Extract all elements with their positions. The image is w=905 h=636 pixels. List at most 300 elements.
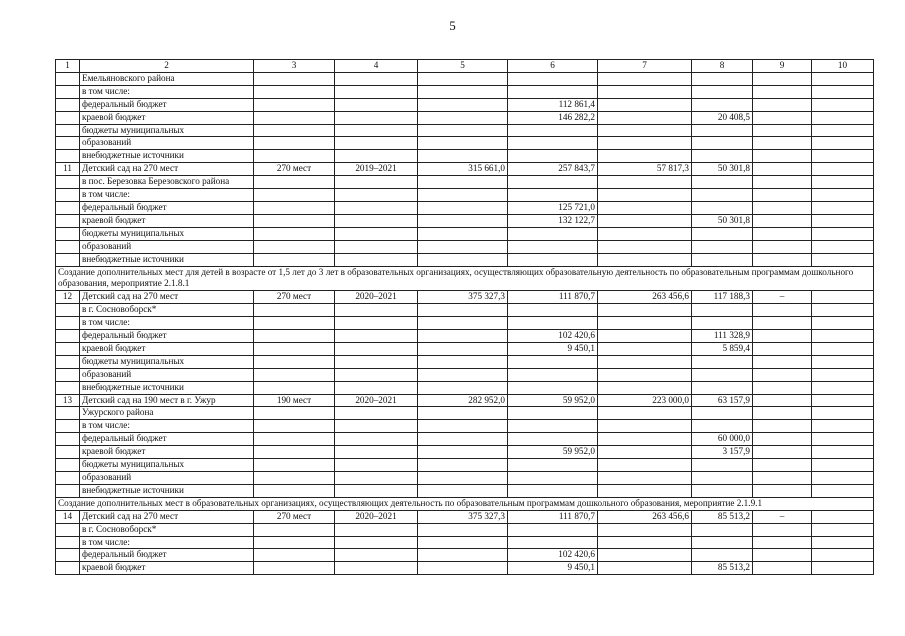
table-row	[56, 433, 874, 446]
row-name-cell: в г. Сосновоборск*	[80, 304, 254, 317]
table-cell: 5 859,4	[692, 342, 753, 355]
table-cell	[254, 137, 335, 150]
table-cell	[335, 355, 418, 368]
table-cell	[598, 355, 692, 368]
table-cell	[508, 304, 598, 317]
table-cell	[254, 407, 335, 420]
table-cell	[692, 304, 753, 317]
table-row	[56, 355, 874, 368]
table-cell: 132 122,7	[508, 214, 598, 227]
table-cell	[254, 150, 335, 163]
table-cell	[418, 317, 508, 330]
table-cell	[254, 433, 335, 446]
row-name-cell: Емельяновского района	[80, 72, 254, 85]
table-cell	[812, 98, 874, 111]
table-cell	[598, 304, 692, 317]
row-name-cell: краевой бюджет	[80, 562, 254, 575]
table-cell	[508, 433, 598, 446]
table-cell	[753, 150, 812, 163]
table-cell	[335, 150, 418, 163]
table-cell	[418, 214, 508, 227]
table-cell	[254, 227, 335, 240]
table-cell	[418, 536, 508, 549]
table-cell	[508, 368, 598, 381]
table-cell	[254, 317, 335, 330]
table-row	[56, 549, 874, 562]
table-cell	[812, 381, 874, 394]
table-cell	[56, 420, 80, 433]
table-cell	[598, 189, 692, 202]
table-cell	[692, 420, 753, 433]
table-row	[56, 253, 874, 266]
table-cell	[598, 549, 692, 562]
row-name-cell: краевой бюджет	[80, 214, 254, 227]
table-cell	[812, 484, 874, 497]
table-cell	[508, 137, 598, 150]
table-cell	[56, 85, 80, 98]
table-cell	[335, 240, 418, 253]
table-row	[56, 111, 874, 124]
table-row	[56, 240, 874, 253]
row-name-cell: бюджеты муниципальных	[80, 459, 254, 472]
table-cell	[335, 227, 418, 240]
table-cell	[753, 381, 812, 394]
table-cell: 2020–2021	[335, 394, 418, 407]
table-cell	[56, 407, 80, 420]
table-cell	[812, 304, 874, 317]
table-cell	[56, 201, 80, 214]
table-cell	[56, 433, 80, 446]
row-name-cell: краевой бюджет	[80, 446, 254, 459]
table-cell	[753, 163, 812, 176]
row-name-cell: Детский сад на 270 мест	[80, 291, 254, 304]
table-cell	[598, 176, 692, 189]
table-cell	[753, 330, 812, 343]
table-cell	[335, 459, 418, 472]
table-cell	[254, 253, 335, 266]
table-cell	[418, 189, 508, 202]
table-cell	[598, 214, 692, 227]
table-cell	[753, 355, 812, 368]
table-cell	[56, 484, 80, 497]
table-cell	[56, 98, 80, 111]
table-row	[56, 459, 874, 472]
row-name-cell: краевой бюджет	[80, 111, 254, 124]
row-name-cell: в том числе:	[80, 189, 254, 202]
budget-table	[55, 59, 874, 575]
table-cell	[254, 304, 335, 317]
table-cell: 59 952,0	[508, 446, 598, 459]
row-name-cell: Детский сад на 270 мест	[80, 163, 254, 176]
table-cell	[418, 368, 508, 381]
table-cell	[254, 446, 335, 459]
table-cell	[753, 342, 812, 355]
table-cell: 2020–2021	[335, 291, 418, 304]
section-row	[56, 266, 874, 291]
table-cell	[56, 189, 80, 202]
table-cell	[56, 549, 80, 562]
column-header: 3	[254, 60, 335, 73]
table-cell	[335, 253, 418, 266]
table-cell: 112 861,4	[508, 98, 598, 111]
table-header-row	[56, 60, 874, 73]
table-cell	[598, 446, 692, 459]
table-cell	[254, 98, 335, 111]
table-cell	[335, 433, 418, 446]
table-cell: 257 843,7	[508, 163, 598, 176]
table-cell	[508, 253, 598, 266]
table-cell	[508, 150, 598, 163]
table-cell	[812, 446, 874, 459]
table-row	[56, 98, 874, 111]
table-cell	[254, 201, 335, 214]
table-cell	[254, 355, 335, 368]
table-row	[56, 201, 874, 214]
table-cell	[254, 368, 335, 381]
table-cell	[692, 227, 753, 240]
table-cell	[335, 111, 418, 124]
table-cell	[508, 240, 598, 253]
row-name-cell: в том числе:	[80, 317, 254, 330]
row-name-cell: образований	[80, 137, 254, 150]
table-cell	[254, 484, 335, 497]
table-cell	[56, 240, 80, 253]
table-cell	[508, 407, 598, 420]
table-cell: 102 420,6	[508, 330, 598, 343]
table-cell	[753, 72, 812, 85]
table-cell	[753, 459, 812, 472]
table-cell	[508, 381, 598, 394]
table-cell	[753, 240, 812, 253]
table-cell	[508, 317, 598, 330]
column-header: 8	[692, 60, 753, 73]
table-cell	[254, 176, 335, 189]
table-cell	[418, 459, 508, 472]
table-cell	[812, 253, 874, 266]
column-header: 7	[598, 60, 692, 73]
table-cell	[598, 137, 692, 150]
table-cell: 11	[56, 163, 80, 176]
table-cell: 50 301,8	[692, 214, 753, 227]
table-cell	[598, 484, 692, 497]
table-cell	[753, 446, 812, 459]
table-cell	[254, 111, 335, 124]
table-cell	[418, 446, 508, 459]
table-cell	[418, 176, 508, 189]
table-cell	[812, 536, 874, 549]
table-cell	[418, 253, 508, 266]
table-cell	[753, 484, 812, 497]
table-cell	[812, 510, 874, 523]
table-cell	[418, 227, 508, 240]
table-cell	[753, 368, 812, 381]
table-cell	[598, 472, 692, 485]
table-cell	[254, 342, 335, 355]
table-cell	[508, 459, 598, 472]
table-cell	[753, 189, 812, 202]
table-cell	[812, 355, 874, 368]
table-cell: –	[753, 510, 812, 523]
table-cell: 60 000,0	[692, 433, 753, 446]
table-cell	[418, 342, 508, 355]
table-row	[56, 342, 874, 355]
table-cell	[753, 407, 812, 420]
table-cell: 14	[56, 510, 80, 523]
table-row	[56, 227, 874, 240]
table-cell	[598, 330, 692, 343]
table-cell	[418, 98, 508, 111]
table-row	[56, 510, 874, 523]
table-cell	[598, 433, 692, 446]
table-cell	[254, 549, 335, 562]
column-header: 1	[56, 60, 80, 73]
table-cell	[598, 368, 692, 381]
table-cell	[692, 407, 753, 420]
table-cell	[418, 523, 508, 536]
table-cell	[598, 253, 692, 266]
page-number: 5	[449, 18, 456, 33]
row-name-cell: Детский сад на 270 мест	[80, 510, 254, 523]
table-row	[56, 368, 874, 381]
table-row	[56, 472, 874, 485]
table-cell	[508, 227, 598, 240]
table-cell	[692, 472, 753, 485]
table-cell: 102 420,6	[508, 549, 598, 562]
table-cell	[254, 459, 335, 472]
table-cell	[335, 317, 418, 330]
table-cell	[812, 189, 874, 202]
table-cell	[812, 72, 874, 85]
table-cell	[254, 420, 335, 433]
table-cell	[812, 124, 874, 137]
table-cell	[598, 227, 692, 240]
table-row	[56, 72, 874, 85]
table-cell	[812, 85, 874, 98]
table-cell	[812, 549, 874, 562]
table-cell	[56, 137, 80, 150]
table-cell	[335, 85, 418, 98]
table-cell	[56, 124, 80, 137]
row-name-cell: федеральный бюджет	[80, 549, 254, 562]
table-cell	[418, 240, 508, 253]
table-cell	[598, 72, 692, 85]
table-cell	[812, 240, 874, 253]
table-cell	[598, 85, 692, 98]
table-cell	[753, 227, 812, 240]
table-cell	[692, 459, 753, 472]
table-cell	[254, 562, 335, 575]
table-cell	[508, 472, 598, 485]
table-cell	[812, 291, 874, 304]
table-row	[56, 484, 874, 497]
table-row	[56, 394, 874, 407]
table-cell	[812, 523, 874, 536]
row-name-cell: образований	[80, 368, 254, 381]
column-header: 4	[335, 60, 418, 73]
table-cell	[598, 342, 692, 355]
table-row	[56, 317, 874, 330]
table-cell	[508, 420, 598, 433]
table-cell	[508, 523, 598, 536]
table-cell: 111 870,7	[508, 291, 598, 304]
table-cell	[254, 240, 335, 253]
table-row	[56, 137, 874, 150]
table-cell: 2020–2021	[335, 510, 418, 523]
table-cell	[753, 562, 812, 575]
table-cell	[812, 459, 874, 472]
table-cell	[508, 176, 598, 189]
table-cell: 9 450,1	[508, 342, 598, 355]
column-header: 2	[80, 60, 254, 73]
table-cell	[335, 536, 418, 549]
row-name-cell: в том числе:	[80, 85, 254, 98]
table-cell: 375 327,3	[418, 510, 508, 523]
table-cell	[418, 355, 508, 368]
table-row	[56, 124, 874, 137]
table-cell	[56, 253, 80, 266]
table-cell	[335, 304, 418, 317]
table-cell	[335, 342, 418, 355]
table-cell	[692, 317, 753, 330]
table-cell: 13	[56, 394, 80, 407]
row-name-cell: федеральный бюджет	[80, 433, 254, 446]
table-cell	[56, 472, 80, 485]
row-name-cell: краевой бюджет	[80, 342, 254, 355]
table-cell	[753, 433, 812, 446]
table-cell	[508, 355, 598, 368]
table-cell: 125 721,0	[508, 201, 598, 214]
table-cell	[335, 368, 418, 381]
table-cell: 63 157,9	[692, 394, 753, 407]
table-cell	[812, 368, 874, 381]
table-cell	[753, 137, 812, 150]
table-cell	[335, 124, 418, 137]
table-cell	[418, 381, 508, 394]
table-cell	[335, 98, 418, 111]
table-cell	[418, 562, 508, 575]
row-name-cell: Детский сад на 190 мест в г. Ужур	[80, 394, 254, 407]
table-cell	[56, 459, 80, 472]
table-cell	[692, 201, 753, 214]
column-header: 6	[508, 60, 598, 73]
table-row	[56, 330, 874, 343]
table-cell	[418, 330, 508, 343]
table-cell	[418, 150, 508, 163]
table-cell	[598, 240, 692, 253]
table-cell	[692, 484, 753, 497]
table-row	[56, 291, 874, 304]
table-cell	[335, 549, 418, 562]
table-row	[56, 381, 874, 394]
table-cell	[335, 381, 418, 394]
table-cell	[335, 562, 418, 575]
table-cell	[692, 72, 753, 85]
table-cell: 263 456,6	[598, 291, 692, 304]
table-row	[56, 446, 874, 459]
table-row	[56, 523, 874, 536]
row-name-cell: бюджеты муниципальных	[80, 355, 254, 368]
table-cell: –	[753, 291, 812, 304]
table-cell	[418, 304, 508, 317]
table-row	[56, 163, 874, 176]
table-cell	[753, 201, 812, 214]
table-cell	[335, 72, 418, 85]
table-cell: 20 408,5	[692, 111, 753, 124]
table-cell	[56, 446, 80, 459]
table-cell	[56, 227, 80, 240]
table-cell: 50 301,8	[692, 163, 753, 176]
section-title: Создание дополнительных мест в образовательных организациях, осуществляющих деятельность по образовательным программам дошкольного образования, мероприятие 2.1.9.1	[56, 497, 874, 510]
table-cell	[56, 355, 80, 368]
table-cell	[692, 176, 753, 189]
table-cell	[812, 433, 874, 446]
table-cell: 375 327,3	[418, 291, 508, 304]
table-cell	[508, 189, 598, 202]
table-cell	[692, 355, 753, 368]
table-cell	[812, 214, 874, 227]
table-body	[56, 60, 874, 575]
table-cell	[418, 85, 508, 98]
table-cell	[254, 330, 335, 343]
table-cell	[812, 227, 874, 240]
table-cell	[753, 523, 812, 536]
table-cell	[56, 304, 80, 317]
table-cell	[418, 420, 508, 433]
table-cell	[254, 124, 335, 137]
row-name-cell: федеральный бюджет	[80, 98, 254, 111]
table-cell	[812, 111, 874, 124]
table-cell	[812, 317, 874, 330]
table-cell	[812, 330, 874, 343]
table-cell	[753, 85, 812, 98]
table-cell	[753, 98, 812, 111]
table-cell	[692, 150, 753, 163]
table-cell	[56, 342, 80, 355]
table-cell	[753, 253, 812, 266]
table-cell	[335, 137, 418, 150]
table-row	[56, 536, 874, 549]
table-cell	[753, 317, 812, 330]
table-cell	[753, 214, 812, 227]
table-cell: 3 157,9	[692, 446, 753, 459]
table-cell	[812, 562, 874, 575]
table-cell	[692, 253, 753, 266]
table-cell	[753, 111, 812, 124]
table-cell	[812, 407, 874, 420]
table-cell	[335, 523, 418, 536]
table-cell	[335, 484, 418, 497]
table-cell	[418, 201, 508, 214]
table-cell: 85 513,2	[692, 562, 753, 575]
table-cell	[598, 381, 692, 394]
row-name-cell: в том числе:	[80, 536, 254, 549]
table-cell	[508, 484, 598, 497]
table-cell	[56, 176, 80, 189]
table-row	[56, 304, 874, 317]
table-cell	[56, 317, 80, 330]
table-cell	[508, 536, 598, 549]
table-cell	[692, 381, 753, 394]
table-cell	[418, 549, 508, 562]
table-cell: 111 328,9	[692, 330, 753, 343]
column-header: 5	[418, 60, 508, 73]
table-cell	[335, 446, 418, 459]
table-cell	[812, 176, 874, 189]
table-cell	[812, 150, 874, 163]
table-cell: 146 282,2	[508, 111, 598, 124]
row-name-cell: внебюджетные источники	[80, 484, 254, 497]
row-name-cell: внебюджетные источники	[80, 381, 254, 394]
